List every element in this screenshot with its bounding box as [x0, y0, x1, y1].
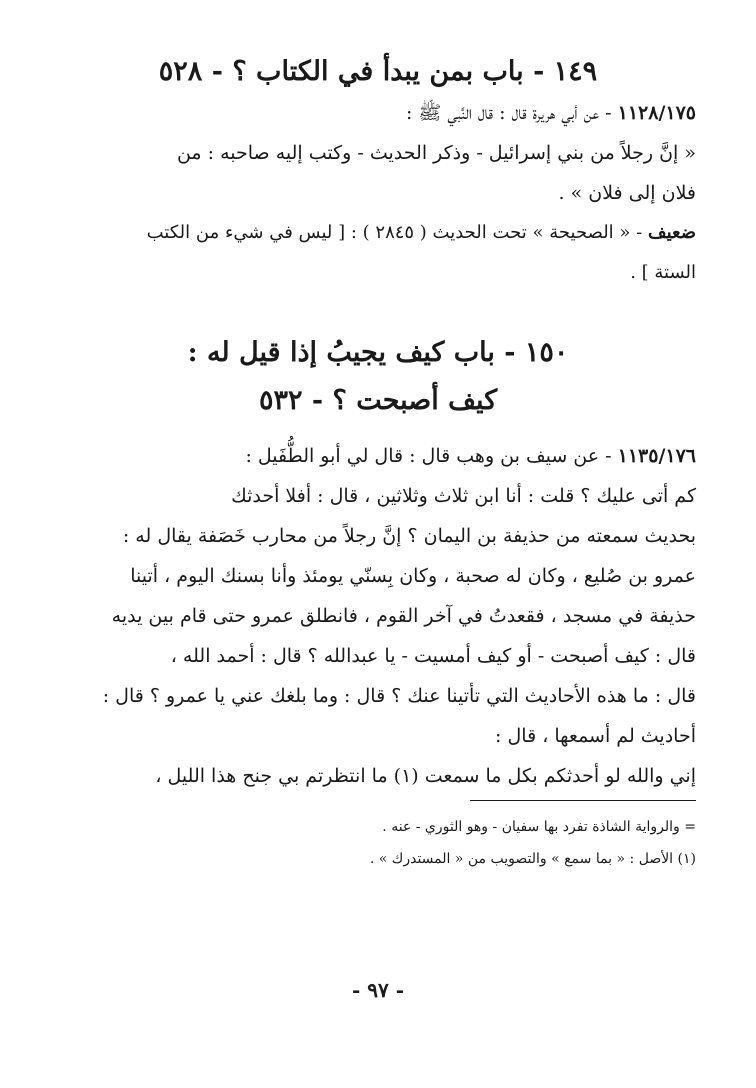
- grade-note: [60, 213, 696, 253]
- hadith-175-intro: [60, 93, 696, 133]
- hadith-number: ١١٢٨/١٧٥: [617, 101, 696, 124]
- chapter-heading-150: ١٥٠ - باب كيف يجيبُ إذا قيل له :: [187, 336, 569, 368]
- hadith-text-line: حذيفة في مسجد ، فقعدتُ في آخر القوم ، فانطلق عمرو حتى قام بين يديه: [111, 604, 696, 627]
- hadith-number: ١١٣٥/١٧٦: [617, 444, 696, 467]
- footnote-separator: [470, 800, 696, 801]
- hadith-intro-text: - عن سيف بن وهب قال : قال لي أبو الطُّفَيل :: [245, 444, 612, 467]
- book-page: [60, 40, 696, 1060]
- hadith-text-line: قال : ما هذه الأحاديث التي تأتينا عنك ؟ قال : وما بلغك عني يا عمرو ؟ قال :: [102, 684, 696, 707]
- hadith-text-line: بحديث سمعته من حذيفة بن اليمان ؟ إنَّ رجلاً من محارب خَصَفة يقال له :: [122, 524, 696, 547]
- grade-label: ضعيف: [647, 221, 696, 243]
- hadith-176-intro: [60, 436, 696, 476]
- hadith-text-line: كم أتى عليك ؟ قلت : أنا ابن ثلاث وثلاثين ، قال : أفلا أحدثك: [231, 484, 696, 507]
- grade-text: - « الصحيحة » تحت الحديث ( ٢٨٤٥ ) : [ ليس في شيء من الكتب: [146, 221, 643, 243]
- hadith-text-line: عمرو بن صُليع ، وكان له صحبة ، وكان بِسنّي يومئذ وأنا بسنك اليوم ، أتينا: [130, 564, 696, 587]
- footnote-1: (١) الأصل : « بما سمع » والتصويب من « المستدرك » .: [369, 850, 696, 867]
- hadith-text-line: قال : كيف أصبحت - أو كيف أمسيت - يا عبدالله ؟ قال : أحمد الله ،: [170, 644, 696, 667]
- chapter-heading-150-subtitle: كيف أصبحت ؟ - ٥٣٢: [258, 385, 498, 416]
- page-number: - ٩٧ -: [351, 978, 404, 1002]
- hadith-text-line: إني والله لو أحدثكم بكل ما سمعت (١) ما انتظرتم بي جنح هذا الليل ،: [155, 764, 696, 787]
- hadith-intro-text: - عن أبي هريرة قال : قال النَّبي ﷺ :: [405, 101, 612, 124]
- hadith-text-line: « إنَّ رجلاً من بني إسرائيل - وذكر الحديث - وكتب إليه صاحبه : من: [176, 141, 696, 164]
- hadith-text-line: فلان إلى فلان » .: [558, 181, 696, 204]
- footnote-continuation: = والرواية الشاذة تفرد بها سفيان - وهو الثوري - عنه .: [382, 818, 696, 835]
- grade-note-continued: الستة ] .: [630, 261, 696, 283]
- hadith-text-line: أحاديث لم أسمعها ، قال :: [495, 724, 696, 747]
- chapter-heading-149: ١٤٩ - باب بمن يبدأ في الكتاب ؟ - ٥٢٨: [158, 56, 598, 87]
